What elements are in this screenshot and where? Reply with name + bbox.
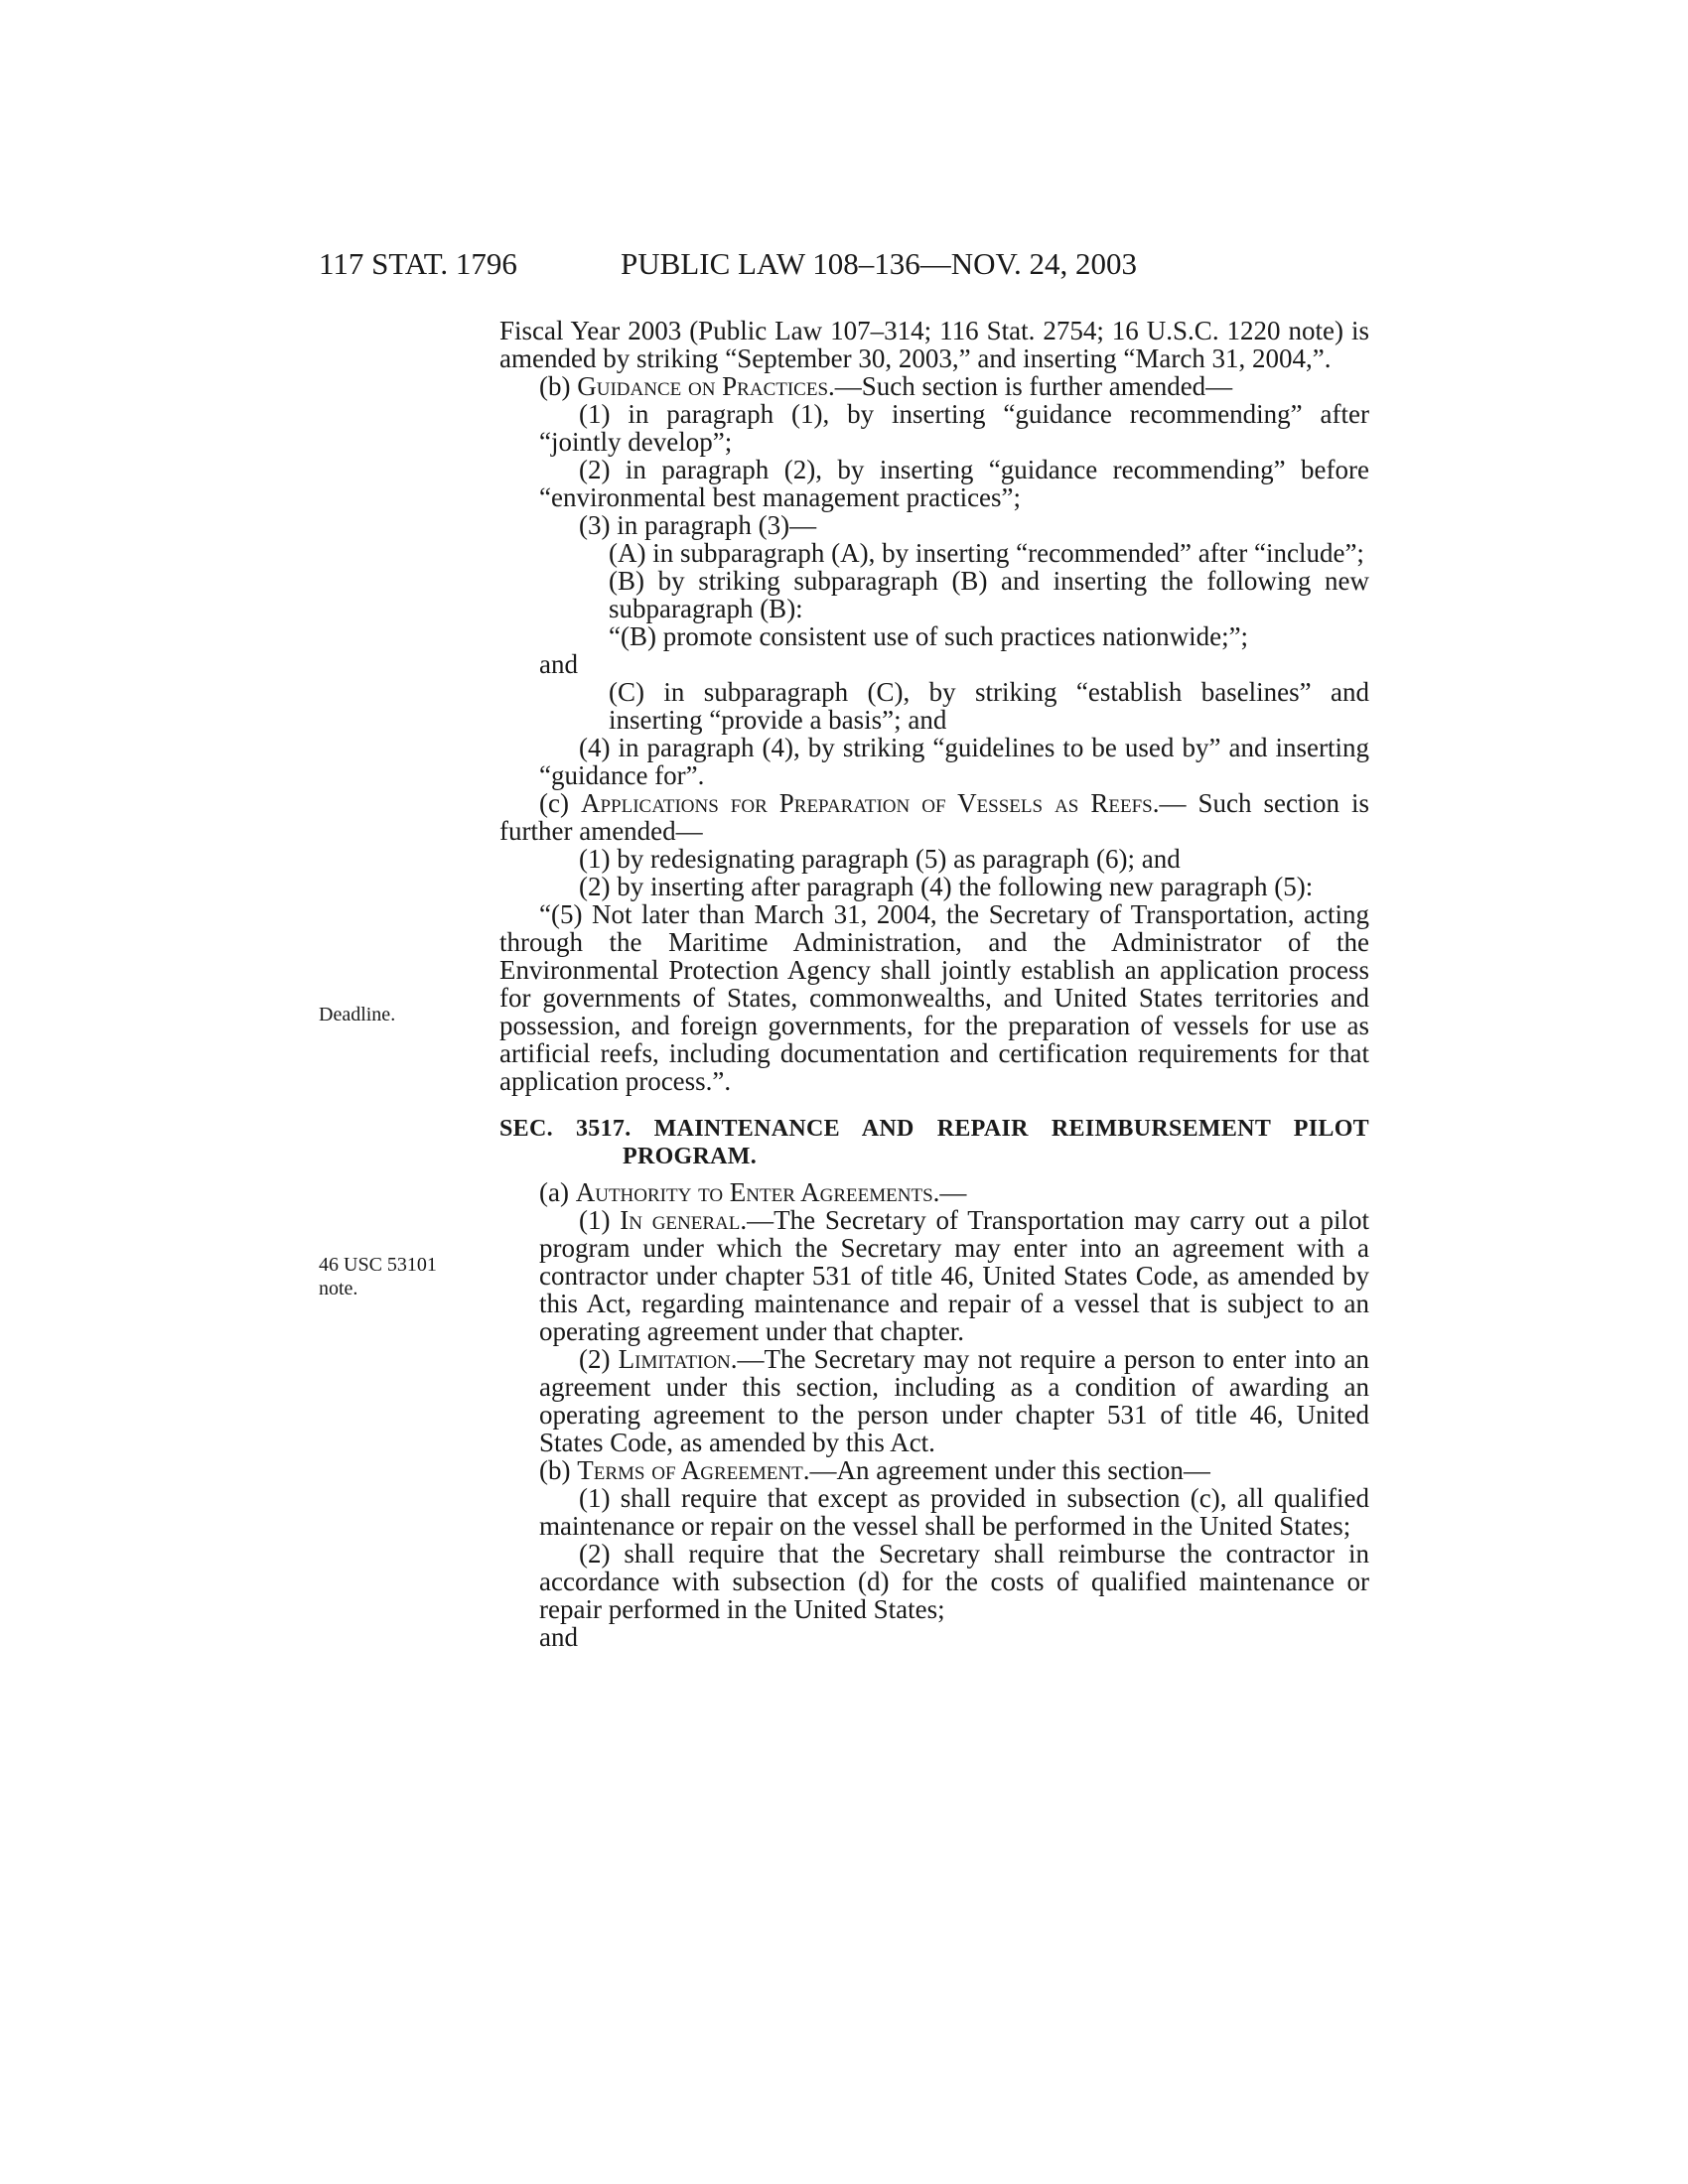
paragraph-a2-label: (2) (579, 1344, 619, 1374)
subsection-terms-heading: Terms of Agreement (577, 1455, 803, 1485)
paragraph-a1-label: (1) (579, 1205, 621, 1235)
subsection-c-label: (c) (539, 788, 581, 818)
subsection-a-heading: Authority to Enter Agreements (575, 1177, 933, 1207)
margin-note-deadline: Deadline. (319, 1004, 396, 1025)
subsection-c (499, 789, 1369, 845)
public-law-title: PUBLIC LAW 108–136—NOV. 24, 2003 (621, 246, 1137, 281)
paragraph-a2 (499, 1345, 1369, 1456)
subsection-terms-label: (b) (539, 1455, 578, 1485)
subsection-a-text: .— (932, 1177, 967, 1207)
paragraph-b3: (3) in paragraph (3)— (579, 510, 817, 540)
section-heading-text: SEC. 3517. MAINTENANCE AND REPAIR REIMBURSEMENT PILOT PROGRAM. (499, 1116, 1369, 1169)
paragraph-b4: (4) in paragraph (4), by striking “guidelines to be used by” and inserting “guidance for”. (539, 733, 1369, 790)
subparagraph-b3b: (B) by striking subparagraph (B) and inserting the following new subparagraph (B): (609, 566, 1369, 623)
subparagraph-b3b-and: and (539, 649, 578, 679)
subsection-b-text: .—Such section is further amended— (828, 371, 1233, 401)
subsection-b-heading: Guidance on Practices (577, 371, 829, 401)
paragraph-tb1: (1) shall require that except as provided in subsection (c), all qualified maintenance or repair on the vessel shall be performed in the United States; (539, 1483, 1369, 1541)
subparagraph-b3b-quote: “(B) promote consistent use of such practices nationwide;”; (609, 621, 1249, 651)
paragraph-tb2: (2) shall require that the Secretary shall reimburse the contractor in accordance with subsection (d) for the costs of qualified maintenance or repair performed in the United States; (539, 1539, 1369, 1624)
paragraph-a1-text: .—The Secretary of Transportation may carry out a pilot program under which the Secretary may enter into an agreement with a contractor under chapter 531 of title 46, United States Code, as amended by this Act, regarding maintenance and repair of a vessel that is subject to an operating agreement under that chapter. (539, 1205, 1369, 1346)
subsection-c-heading: Applications for Preparation of Vessels as Reefs (580, 788, 1153, 818)
subsection-terms-text: .—An agreement under this section— (802, 1455, 1210, 1485)
subsection-c-text: .— Such section is further amended— (499, 788, 1369, 846)
paragraph-c-quote: “(5) Not later than March 31, 2004, the Secretary of Transportation, acting through the Maritime Administration, and the Administrator of the Environmental Protection Agency shall jointly establish an application process for governments of States, commonwealths, and United States territories and possession, and foreign governments, for the preparation of vessels for use as artificial reefs, including documentation and certification requirements for that application process.”. (499, 899, 1369, 1096)
paragraph-b1: (1) in paragraph (1), by inserting “guidance recommending” after “jointly develop”; (539, 399, 1369, 457)
subsection-b-label: (b) (539, 371, 578, 401)
statute-page-number: 117 STAT. 1796 (319, 246, 517, 281)
subparagraph-b3c: (C) in subparagraph (C), by striking “establish baselines” and inserting “provide a basis”; and (609, 677, 1369, 735)
margin-note-usc-line2: note. (319, 1278, 358, 1299)
subparagraph-b3a: (A) in subparagraph (A), by inserting “recommended” after “include”; (609, 538, 1364, 568)
paragraph-tb2-and: and (539, 1622, 578, 1652)
subsection-a (499, 1178, 1369, 1206)
paragraph-c1: (1) by redesignating paragraph (5) as paragraph (6); and (579, 844, 1181, 874)
section-heading (499, 1115, 1369, 1170)
paragraph-a2-text: .—The Secretary may not require a person to enter into an agreement under this section, including as a condition of awarding an operating agreement to the person under chapter 531 of title 46, United States Code, as amended by this Act. (539, 1344, 1370, 1457)
page-header (0, 246, 1688, 286)
subsection-b (499, 372, 1369, 400)
margin-note-usc-line1: 46 USC 53101 (319, 1254, 437, 1276)
margin-note-usc (319, 1253, 468, 1300)
paragraph-b2: (2) in paragraph (2), by inserting “guidance recommending” before “environmental best management practices”; (539, 455, 1369, 512)
paragraph-a2-heading: Limitation (618, 1344, 731, 1374)
paragraph-fiscal-year: Fiscal Year 2003 (Public Law 107–314; 116 Stat. 2754; 16 U.S.C. 1220 note) is amended by striking “September 30, 2003,” and inserting “March 31, 2004,”. (499, 316, 1369, 373)
document-body (499, 317, 1369, 1651)
subsection-a-label: (a) (539, 1177, 576, 1207)
subsection-terms (499, 1456, 1369, 1484)
paragraph-c2: (2) by inserting after paragraph (4) the following new paragraph (5): (579, 872, 1314, 901)
paragraph-a1-heading: In general (620, 1205, 741, 1235)
paragraph-a1 (499, 1206, 1369, 1345)
